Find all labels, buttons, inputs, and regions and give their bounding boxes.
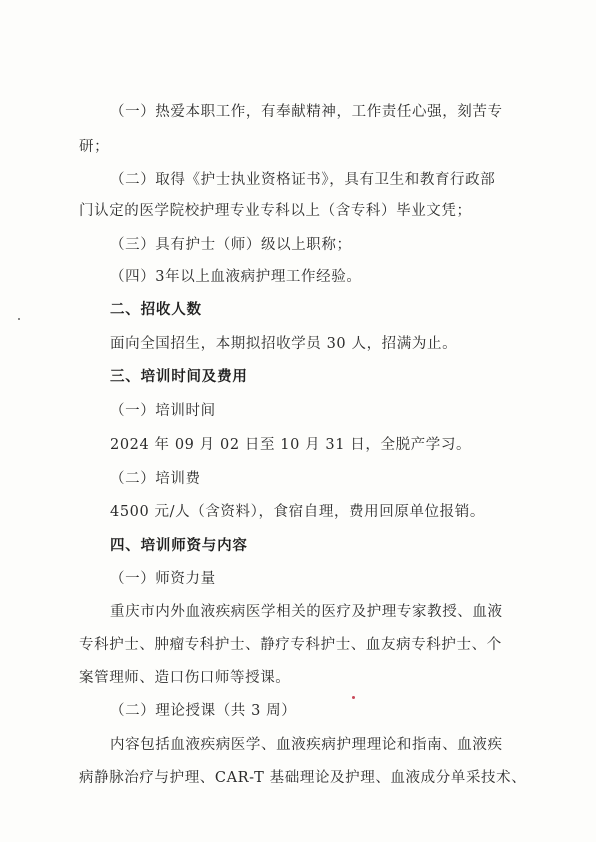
requirement-2-line-1: （二）取得《护士执业资格证书》，具有卫生和教育行政部 [110, 172, 496, 188]
section-heading-time-fees: 三、培训时间及费用 [110, 369, 248, 385]
section-heading-enrollment: 二、招收人数 [110, 302, 202, 318]
subheading-faculty: （一）师资力量 [110, 571, 216, 587]
subheading-training-fee: （二）培训费 [110, 471, 201, 487]
requirement-4: （四）3年以上血液病护理工作经验。 [110, 269, 362, 285]
faculty-text-line-1: 重庆市内外血液疾病医学相关的医疗及护理专家教授、血液 [110, 604, 503, 620]
subheading-training-time: （一）培训时间 [110, 403, 216, 419]
training-fee-text: 4500 元/人（含资料），食宿自理，费用回原单位报销。 [110, 504, 485, 520]
theory-text-line-1: 内容包括血液疾病医学、血液疾病护理理论和指南、血液疾 [110, 737, 503, 753]
requirement-2-line-2: 门认定的医学院校护理专业专科以上（含专科）毕业文凭； [79, 203, 472, 219]
training-time-text: 2024 年 09 月 02 日至 10 月 31 日，全脱产学习。 [110, 437, 472, 453]
theory-text-line-2: 病静脉治疗与护理、CAR-T 基础理论及护理、血液成分单采技术、 [79, 770, 527, 786]
requirement-1-line-2: 研； [79, 139, 110, 155]
faculty-text-line-2: 专科护士、肿瘤专科护士、静疗专科护士、血友病专科护士、个 [79, 637, 502, 653]
requirement-1-line-1: （一）热爱本职工作，有奉献精神，工作责任心强，刻苦专 [110, 104, 503, 120]
faculty-text-line-3: 案管理师、造口伤口师等授课。 [79, 670, 291, 686]
scan-speck [18, 318, 20, 320]
section-heading-faculty-content: 四、培训师资与内容 [110, 538, 248, 554]
enrollment-text: 面向全国招生，本期拟招收学员 30 人，招满为止。 [110, 336, 458, 352]
requirement-3: （三）具有护士（师）级以上职称； [110, 237, 352, 253]
ink-speck [352, 696, 355, 699]
subheading-theory: （二）理论授课（共 3 周） [110, 703, 297, 719]
